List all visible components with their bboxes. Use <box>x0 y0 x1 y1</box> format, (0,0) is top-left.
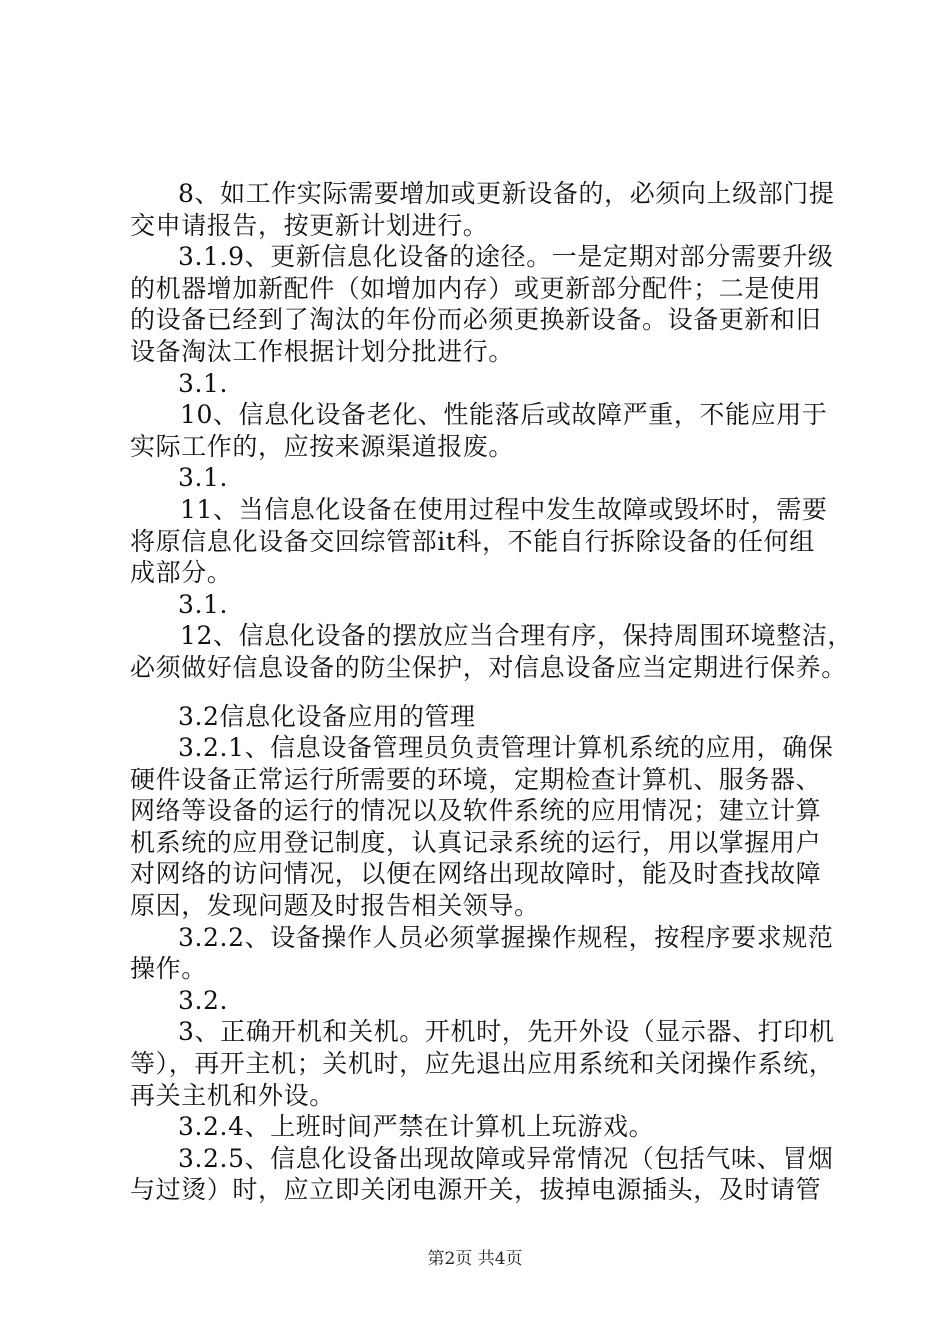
text-line: 原因，发现问题及时报告相关领导。 <box>130 891 540 921</box>
text-line: 3、正确开机和关机。开机时，先开外设（显示器、打印机 <box>178 1017 835 1047</box>
text-line: 设备淘汰工作根据计划分批进行。 <box>130 336 515 366</box>
text-line: 机系统的应用登记制度，认真记录系统的运行，用以掌握用户 <box>130 827 822 857</box>
text-line: 操作。 <box>130 954 207 984</box>
text-line: 将原信息化设备交回综管部it科，不能自行拆除设备的任何组 <box>130 526 815 556</box>
text-line: 交申请报告，按更新计划进行。 <box>130 210 489 240</box>
text-line: 必须做好信息设备的防尘保护，对信息设备应当定期进行保养。 <box>130 652 847 682</box>
section-heading: 3.2信息化设备应用的管理 <box>178 701 476 731</box>
text-line: 成部分。 <box>130 558 233 588</box>
text-line: 3.1. <box>178 463 229 493</box>
body-text <box>130 178 854 1206</box>
text-line: 3.2.4、上班时间严禁在计算机上玩游戏。 <box>178 1112 655 1142</box>
text-line: 再关主机和外设。 <box>130 1080 335 1110</box>
text-line: 8、如工作实际需要增加或更新设备的，必须向上级部门提 <box>178 179 835 208</box>
text-line: 3.2.5、信息化设备出现故障或异常情况（包括气味、冒烟 <box>178 1143 834 1173</box>
text-line: 3.2.1、信息设备管理员负责管理计算机系统的应用，确保 <box>178 733 834 763</box>
text-line: 12、信息化设备的摆放应当合理有序，保持周围环境整洁， <box>180 621 854 651</box>
text-line: 硬件设备正常运行所需要的环境，定期检查计算机、服务器、 <box>130 764 822 794</box>
paragraph-gap <box>130 684 830 701</box>
text-line: 10、信息化设备老化、性能落后或故障严重，不能应用于 <box>180 400 828 430</box>
text-line: 3.2.2、设备操作人员必须掌握操作规程，按程序要求规范 <box>178 922 834 952</box>
text-line: 3.1.9、更新信息化设备的途径。一是定期对部分需要升级 <box>178 242 834 272</box>
text-line: 11、当信息化设备在使用过程中发生故障或毁坏时，需要 <box>180 494 828 524</box>
text-line: 的设备已经到了淘汰的年份而必须更换新设备。设备更新和旧 <box>130 305 822 335</box>
text-line: 实际工作的，应按来源渠道报废。 <box>130 431 515 461</box>
text-line: 等），再开主机；关机时，应先退出应用系统和关闭操作系统， <box>130 1049 835 1079</box>
text-line: 对网络的访问情况，以便在网络出现故障时，能及时查找故障 <box>130 859 822 889</box>
text-line: 3.1. <box>178 589 229 619</box>
text-line: 网络等设备的运行的情况以及软件系统的应用情况；建立计算 <box>130 796 822 826</box>
page-number: 第2页 共4页 <box>427 1249 523 1269</box>
text-line: 3.1. <box>178 368 229 398</box>
text-line: 的机器增加新配件（如增加内存）或更新部分配件；二是使用 <box>130 273 822 303</box>
text-line: 与过烫）时，应立即关闭电源开关，拔掉电源插头，及时请管 <box>130 1175 822 1205</box>
text-line: 3.2. <box>178 985 229 1015</box>
